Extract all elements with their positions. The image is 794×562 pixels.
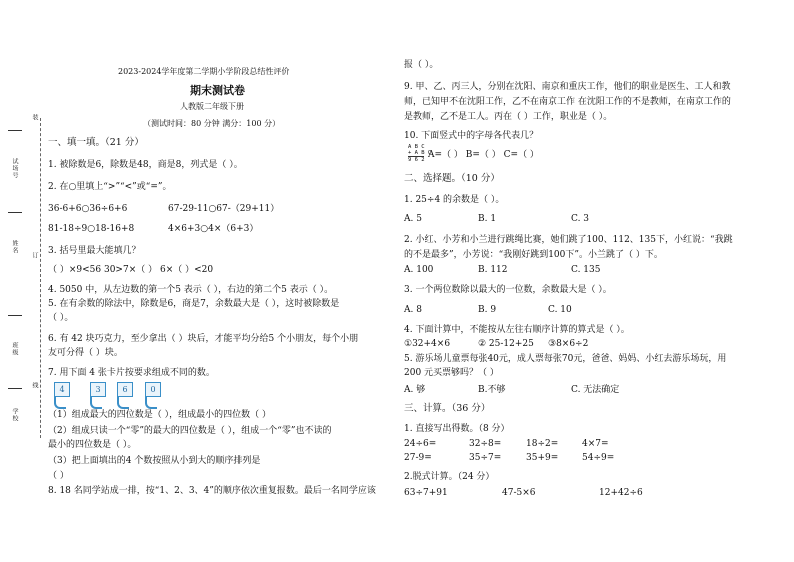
choice-2-line2: 的不是最多”，小芳说：“我刚好跳到100下”。小兰跳了（ ）下。: [404, 250, 663, 260]
edition-label: 人教版二年级下册: [180, 102, 244, 111]
question-8-end: 报（ ）。: [404, 60, 439, 70]
sidebar-name-line[interactable]: [8, 212, 22, 213]
question-3: 3. 括号里最大能填几？: [48, 246, 141, 256]
question-2: 2. 在○里填上“>”“<”或“=”。: [48, 182, 172, 192]
choice-1-option-a: A. 5: [404, 214, 422, 224]
question-4: 4. 5050 中，从左边数的第一个5 表示（ ），右边的第二个5 表示（ ）。: [48, 285, 334, 295]
section-2-title: 二、选择题。（10 分）: [404, 173, 500, 184]
choice-2-option-c: C. 135: [571, 265, 601, 275]
choice-2-option-a: A. 100: [404, 265, 434, 275]
card-clip-icon: [90, 397, 102, 409]
question-3-items: （ ）×9<56 30>7×（ ） 6×（ ）<20: [48, 265, 214, 275]
choice-5-line2: 200 元买票够吗？（ ）: [404, 368, 499, 378]
question-2-row2-b: 4×6+3○4×（6+3）: [168, 224, 259, 234]
section-1-title: 一、填一填。（21 分）: [48, 137, 144, 148]
digit-card-3: 3: [90, 382, 106, 397]
question-9-line3: 是教师，乙不是工人。丙在（ ）工作，职业是（ ）。: [404, 112, 613, 122]
expression-item: 63÷7+91: [404, 488, 448, 498]
sidebar-name-label: 姓名: [11, 240, 18, 254]
question-2-row1-a: 36-6+6○36÷6+6: [48, 204, 128, 214]
binding-mark-xian: 线: [31, 382, 38, 389]
binding-mark-ding: 订: [31, 252, 38, 259]
choice-5-option-c: C. 无法确定: [571, 385, 620, 395]
question-10: 10. 下面竖式中的字母各代表几？: [404, 131, 539, 141]
calc-item: 54÷9=: [582, 453, 615, 463]
choice-5-line1: 5. 游乐场儿童票每张40元，成人票每张70元，爸爸、妈妈、小红去游乐场玩，用: [404, 354, 727, 364]
sidebar-class-label: 班级: [11, 342, 18, 356]
choice-3-option-a: A. 8: [404, 305, 422, 315]
question-7-part2-line1: （2）组成只读一个“零”的最大的四位数是（ ），组成一个“零”也不读的: [48, 426, 332, 436]
calc-item: 27-9=: [404, 453, 432, 463]
calc-item: 4×7=: [582, 439, 609, 449]
question-1: 1. 被除数是6，除数是48，商是8，列式是（ ）。: [48, 160, 243, 170]
choice-1: 1. 25÷4 的余数是（ ）。: [404, 195, 505, 205]
calc-item: 35+9=: [526, 453, 559, 463]
choice-4: 4. 下面计算中，不能按从左往右顺序计算的算式是（ ）。: [404, 325, 630, 335]
choice-4-option-1: ①32+4×6: [404, 339, 451, 349]
vertical-row-1: A B C: [408, 144, 425, 150]
choice-4-option-3: ③8×6÷2: [548, 339, 589, 349]
choice-5-option-b: B.不够: [478, 385, 506, 395]
choice-1-option-c: C. 3: [571, 214, 590, 224]
binding-mark-zhuang: 装: [31, 114, 38, 121]
question-7-part1: （1）组成最大的四位数是（ ），组成最小的四位数（ ）: [48, 410, 271, 420]
choice-3-option-b: B. 9: [478, 305, 497, 315]
question-5-line1: 5. 在有余数的除法中，除数是6，商是7，余数最大是（ ），这时被除数是: [48, 299, 340, 309]
calc-item: 18÷2=: [526, 439, 559, 449]
question-6-line2: 友可分得（ ）块。: [48, 348, 123, 358]
sidebar-exam-no-label: 试场号: [11, 158, 18, 179]
year-line: 2023-2024学年度第二学期小学阶段总结性评价: [118, 67, 290, 76]
binding-dashed-line: [40, 118, 41, 438]
question-10-answers: A=（ ） B=（ ） C=（ ）: [428, 150, 539, 160]
question-7: 7. 用下面 4 张卡片按要求组成不同的数。: [48, 368, 215, 378]
choice-2-option-b: B. 112: [478, 265, 508, 275]
choice-4-option-2: ② 25-12+25: [478, 339, 534, 349]
question-7-part2-line2: 最小的四位数是（ ）。: [48, 440, 137, 450]
calc-item: 32÷8=: [469, 439, 502, 449]
question-2-row2-a: 81-18÷9○18-16+8: [48, 224, 135, 234]
expression-item: 47-5×6: [502, 488, 536, 498]
question-2-row1-b: 67-29-11○67-（29+11）: [168, 204, 280, 214]
question-7-part3-line2: （ ）: [48, 471, 69, 481]
choice-3-option-c: C. 10: [548, 305, 572, 315]
vertical-row-2: + A B C: [408, 150, 432, 156]
digit-card-6: 6: [117, 382, 133, 397]
calc-1-title: 1. 直接写出得数。（8 分）: [404, 424, 510, 434]
vertical-row-3: 9 6 2: [408, 157, 425, 163]
sidebar-school-label: 学校: [11, 408, 18, 422]
sidebar-school-line[interactable]: [8, 388, 22, 389]
choice-5-option-a: A. 够: [404, 385, 426, 395]
question-7-part3-line1: （3）把上面填出的4 个数按照从小到大的顺序排列是: [48, 456, 261, 466]
card-clip-icon: [117, 397, 129, 409]
question-9-line2: 师，已知甲不在沈阳工作，乙不在南京工作 在沈阳工作的不是教师，在南京工作的: [404, 97, 731, 107]
question-9-line1: 9. 甲、乙、丙三人，分别在沈阳、南京和重庆工作，他们的职业是医生、工人和教: [404, 82, 731, 92]
card-clip-icon: [54, 397, 66, 409]
expression-item: 12+42÷6: [599, 488, 643, 498]
choice-3: 3. 一个两位数除以最大的一位数，余数最大是（ ）。: [404, 285, 612, 295]
question-8: 8. 18 名同学站成一排，按“1、2、3、4”的顺序依次重复报数。最后一名同学应该: [48, 486, 376, 496]
digit-card-0: 0: [145, 382, 161, 397]
choice-2-line1: 2. 小红、小芳和小兰进行跳绳比赛，她们跳了100、112、135下，小红说：“我跳: [404, 235, 733, 245]
time-info: （测试时间：80 分钟 满分：100 分）: [143, 119, 281, 128]
calc-2-title: 2.脱式计算。（24 分）: [404, 472, 495, 482]
calc-item: 24÷6=: [404, 439, 437, 449]
page-title: 期末测试卷: [190, 84, 245, 97]
section-3-title: 三、计算。（36 分）: [404, 403, 491, 414]
calc-item: 35÷7=: [469, 453, 502, 463]
card-clip-icon: [145, 397, 157, 409]
digit-card-4: 4: [54, 382, 70, 397]
question-5-line2: （ ）。: [48, 313, 74, 323]
choice-1-option-b: B. 1: [478, 214, 497, 224]
sidebar-exam-no-line[interactable]: [8, 130, 22, 131]
sidebar-class-line[interactable]: [8, 315, 22, 316]
question-6-line1: 6. 有 42 块巧克力，至少拿出（ ）块后，才能平均分给5 个小朋友，每个小朋: [48, 334, 359, 344]
